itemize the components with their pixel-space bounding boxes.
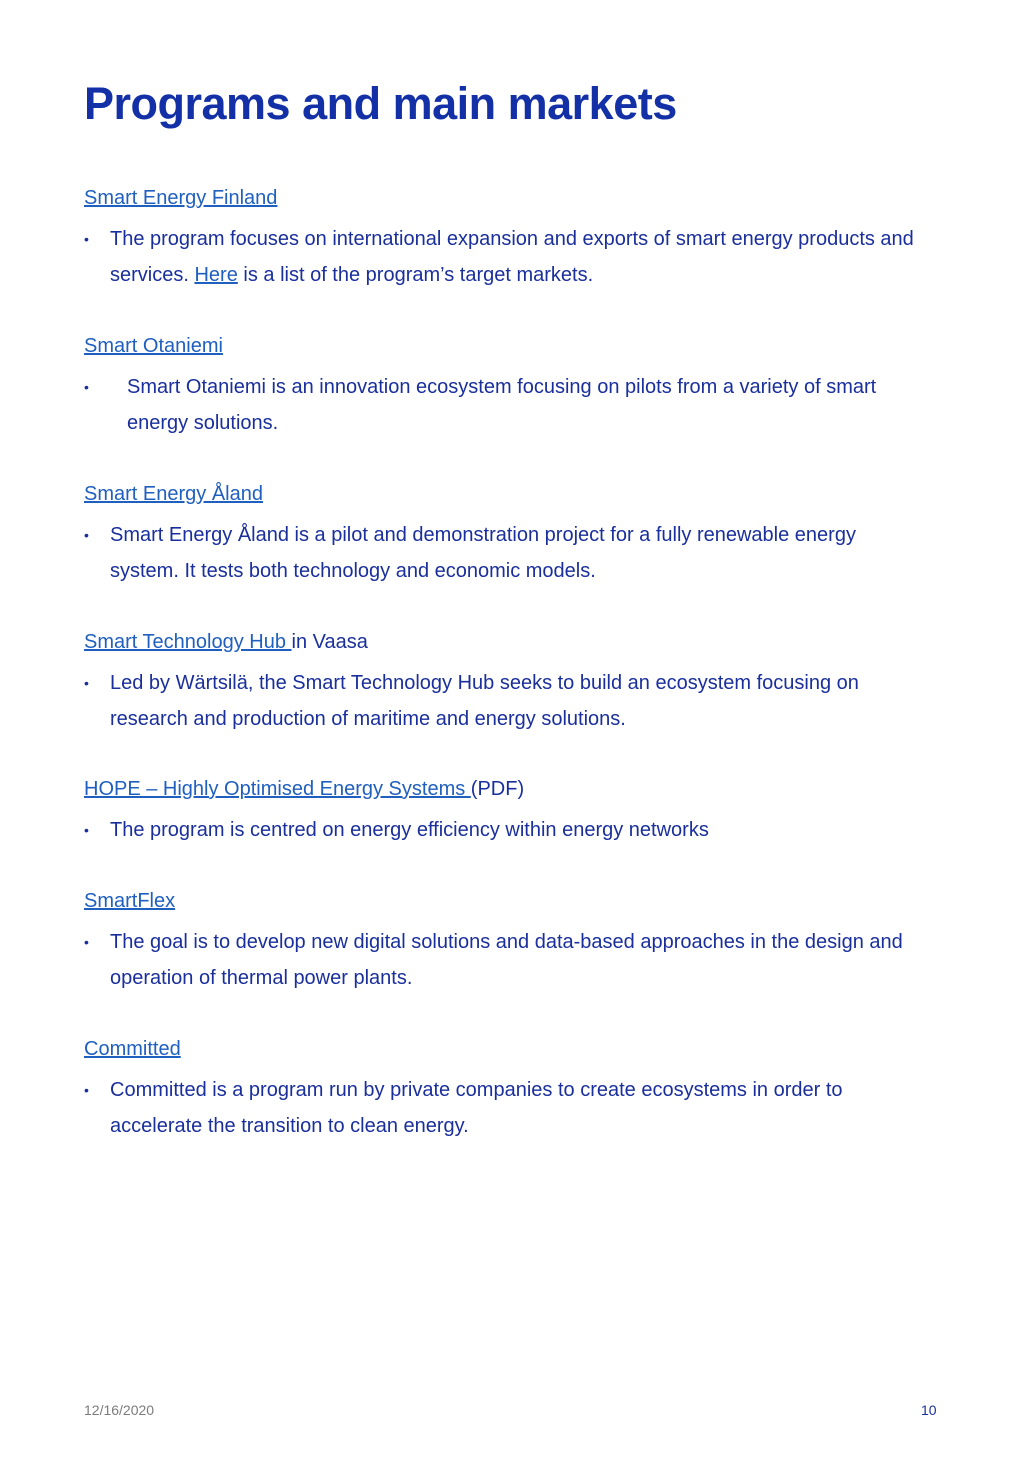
smart-energy-aland-link[interactable]: Smart Energy Åland	[84, 483, 263, 505]
description-text: Smart Otaniemi is an innovation ecosystem focusing on pilots from a variety of smart energy solutions.	[127, 376, 877, 434]
bullet-icon: •	[84, 231, 89, 247]
program-heading	[84, 629, 944, 655]
bullet-icon: •	[84, 675, 89, 691]
committed-link[interactable]: Committed	[84, 1038, 181, 1060]
description-text: The program is centred on energy efficiency within energy networks	[110, 819, 709, 841]
bullet-icon: •	[84, 822, 89, 838]
page-number: 10	[921, 1402, 937, 1418]
smartflex-link[interactable]: SmartFlex	[84, 890, 176, 912]
description-text: Led by Wärtsilä, the Smart Technology Hub seeks to build an ecosystem focusing on research and production of maritime and energy solutions.	[110, 672, 859, 730]
program-description	[84, 370, 944, 441]
target-markets-link[interactable]: Here	[194, 263, 238, 286]
smart-otaniemi-link[interactable]: Smart Otaniemi	[84, 335, 223, 357]
program-heading	[84, 888, 944, 914]
program-smart-energy-finland	[84, 185, 944, 293]
page-title: Programs and main markets	[84, 78, 677, 129]
program-heading	[84, 1036, 944, 1062]
smart-technology-hub-link[interactable]: Smart Technology Hub	[84, 631, 292, 653]
description-text: Committed is a program run by private companies to create ecosystems in order to accelerate the transition to clean energy.	[110, 1079, 843, 1137]
program-description	[84, 666, 944, 737]
program-format: (PDF)	[470, 778, 525, 800]
bullet-icon: •	[84, 934, 89, 950]
program-description	[84, 925, 944, 996]
program-heading	[84, 776, 944, 802]
program-heading	[84, 333, 944, 359]
description-text: The program focuses on international expansion and exports of smart energy products and services.	[110, 228, 914, 286]
program-committed	[84, 1036, 944, 1144]
hope-link[interactable]: HOPE – Highly Optimised Energy Systems	[84, 778, 471, 800]
program-smart-technology-hub	[84, 629, 944, 737]
program-description	[84, 518, 944, 589]
bullet-icon: •	[84, 1082, 89, 1098]
bullet-icon: •	[84, 527, 89, 543]
program-smartflex	[84, 888, 944, 996]
description-text: is a list of the program’s target markets.	[237, 263, 594, 286]
program-description	[84, 813, 944, 849]
program-heading	[84, 481, 944, 507]
bullet-icon: •	[84, 379, 89, 395]
description-text: Smart Energy Åland is a pilot and demonstration project for a fully renewable energy system. It tests both technology and economic models.	[110, 524, 856, 582]
program-smart-energy-aland	[84, 481, 944, 589]
program-description	[84, 222, 944, 293]
footer-date: 12/16/2020	[84, 1402, 155, 1418]
program-heading	[84, 185, 944, 211]
program-description	[84, 1073, 944, 1144]
program-hope	[84, 776, 944, 849]
program-smart-otaniemi	[84, 333, 944, 441]
program-location: in Vaasa	[291, 631, 368, 653]
smart-energy-finland-link[interactable]: Smart Energy Finland	[84, 187, 278, 209]
description-text: The goal is to develop new digital solutions and data-based approaches in the design and operation of thermal power plants.	[110, 931, 903, 989]
